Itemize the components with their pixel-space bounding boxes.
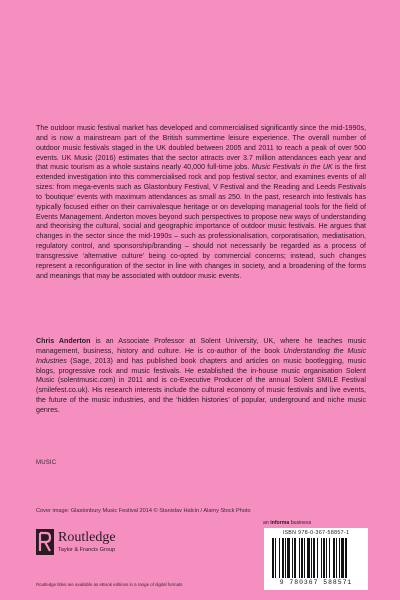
ebook-footnote: Routledge titles are available as eBook editions in a range of digital formats [36,582,183,587]
bio-part-2: (Sage, 2013) and has published book chapters and articles on music bootlegging, music blogs, progressive rock and music festivals. He established the in-house music organisation Solent Music (solentmusic.com) in 2011 and is co-Executive Producer of the annual Solent SMILE Festival (smilefest.co.uk). His research interests include the cultural economy of music festivals and live events, the future of the music industries, and the ‘hidden histories’ of popular, underground and niche music genres. [36,356,366,414]
subject-category: MUSIC [36,460,57,466]
author-bio [36,337,366,416]
blurb-intro: The outdoor music festival market has developed and commercialised significantly since the mid-1990s, and is now a mainstream part of the British summertime leisure experience. The overall number of outdoor music festivals staged in the UK doubled between 2005 and 2011 to reach a peak of over 500 events. UK Music (2016) estimates that the sector attracts over 3.7 million attendances each year and that music tourism as a whole sustains nearly 40,000 full-time jobs. [36,124,366,172]
cover-image-credit: Cover image: Glastonbury Music Festival 2014 © Stanislav Halcin / Alamy Stock Photo [36,508,251,514]
blurb-body: is the first extended investigation into this commercialised rock and pop festival sector, and examines events of all sizes: from mega-events such as Glastonbury Festival, V Festival and the Reading and Leeds Festivals to ‘boutique’ events with maximum attendances as small as 250. In the past, research into festivals has typically focused either on their carnivalesque heritage or on developing managerial tools for the field of Events Management. Anderton moves beyond such perspectives to propose new ways of understanding and theorising the cultural, social and geographic importance of outdoor music festivals. He argues that changes in the sector since the mid-1990s – such as professionalisation, corporatisation, mediatisation, regulatory control, and sponsorship/branding – should not necessarily be regarded as a process of transgressive ‘alternative culture’ being co-opted by commercial concerns; instead, such changes represent a reconfiguration of the sector in line with changes in society, and a broadening of the forms and meanings that may be associated with outdoor music events. [36,163,366,280]
isbn-barcode [264,528,368,590]
publisher-group: Taylor & Francis Group [58,547,116,553]
routledge-logo-icon [36,529,54,555]
publisher-name: Routledge [58,530,116,545]
bio-part-1: is an Associate Professor at Solent University, UK, where he teaches music management, business, history and culture. He is co-author of the book [36,337,366,355]
informa-tagline: an informa business [263,520,312,526]
book-title-italic: Music Festivals in the UK [251,163,333,172]
author-name: Chris Anderton [36,337,91,345]
barcode-digits: 9 780367 588571 [279,579,353,586]
coauthored-book-title: Understanding the Music Industries [36,346,366,365]
back-cover-blurb [36,124,366,282]
publisher-logo [36,529,166,557]
barcode-bars [272,538,364,578]
isbn-label: ISBN 978-0-367-58857-1 [282,530,350,536]
informa-brand: informa [270,520,290,526]
